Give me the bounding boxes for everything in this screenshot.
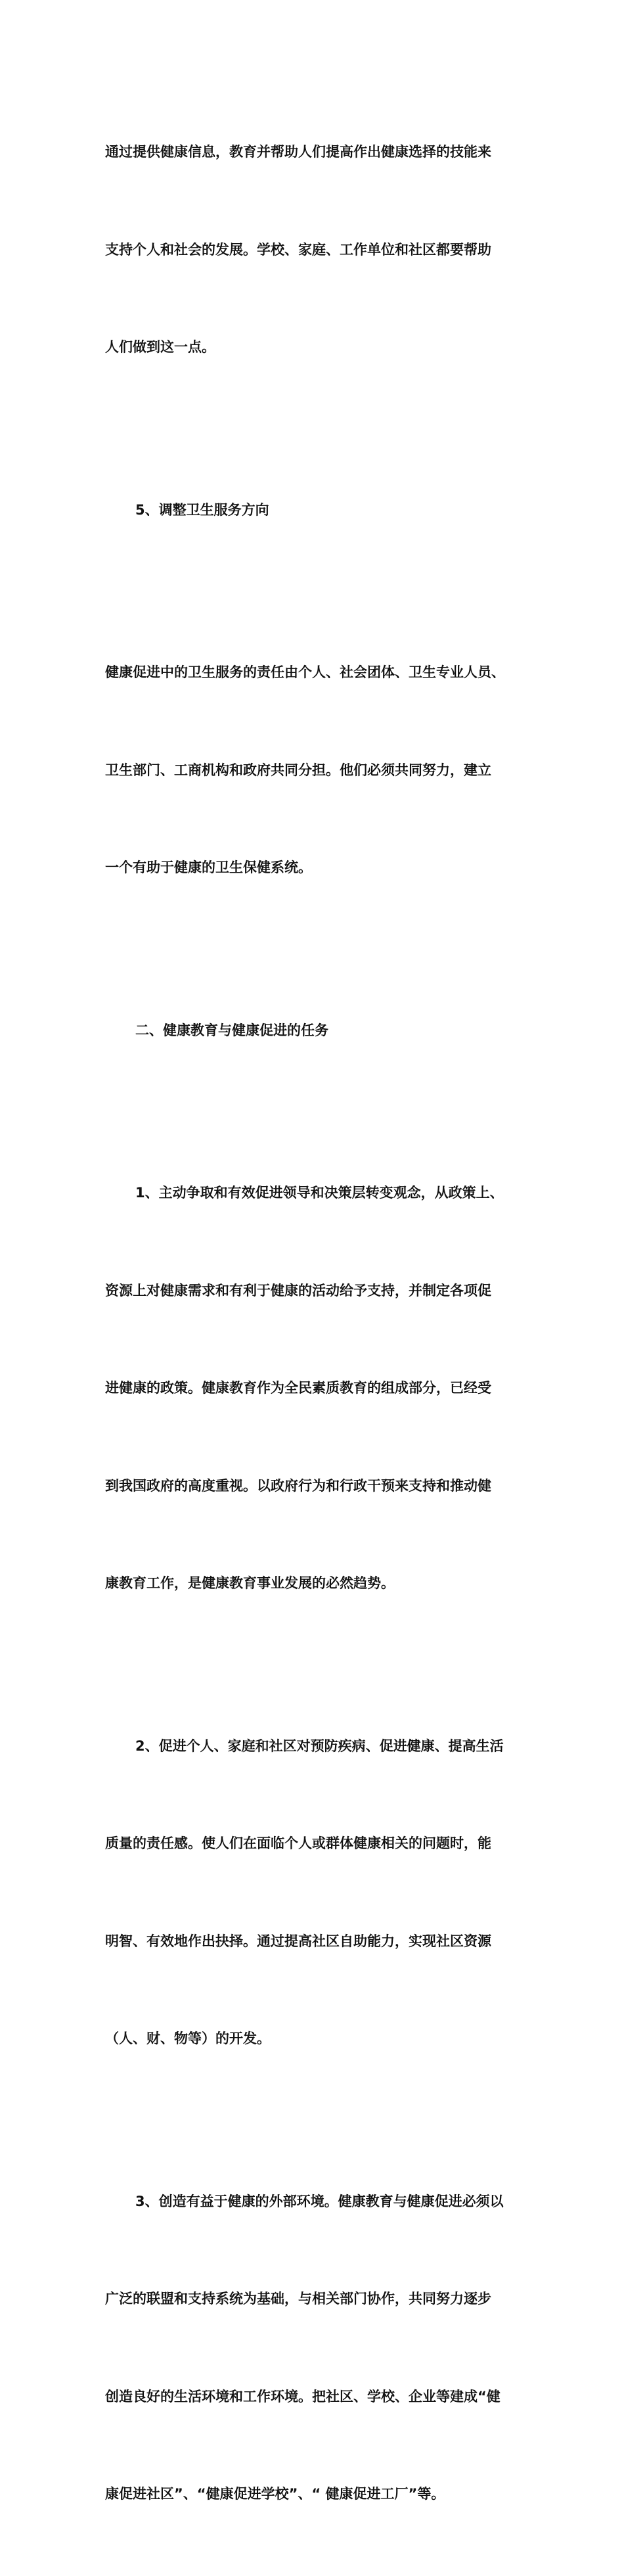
heading-section-two <box>105 950 520 1113</box>
text-line: 一个有助于健康的卫生保健系统。 <box>105 860 312 875</box>
text-line: 健康促进中的卫生服务的责任由个人、社会团体、卫生专业人员、 <box>105 664 505 680</box>
text-line: 广泛的联盟和支持系统为基础，与相关部门协作，共同努力逐步 <box>105 2291 491 2307</box>
text-line: 质量的责任感。使人们在面临个人或群体健康相关的问题时，能 <box>105 1835 491 1851</box>
text-line: 2、促进个人、家庭和社区对预防疾病、促进健康、提高生活 <box>135 1737 504 1754</box>
text-line: 1、主动争取和有效促进领导和决策层转变观念，从政策上、 <box>135 1185 504 1201</box>
text-line: 进健康的政策。健康教育作为全民素质教育的组成部分，已经受 <box>105 1380 491 1396</box>
text-line: 支持个人和社会的发展。学校、家庭、工作单位和社区都要帮助 <box>105 241 491 258</box>
paragraph-task-one <box>105 1112 520 1665</box>
text-line: 康促进社区”、“健康促进学校”、“ 健康促进工厂”等。 <box>105 2486 445 2502</box>
text-line: 3、创造有益于健康的外部环境。健康教育与健康促进必须以 <box>135 2193 504 2209</box>
text-line: 人们做到这一点。 <box>105 339 215 355</box>
paragraph-health-information <box>105 71 520 429</box>
heading-reorient-health-services <box>105 429 520 592</box>
text-line: 资源上对健康需求和有利于健康的活动给予支持，并制定各项促 <box>105 1282 491 1299</box>
text-line: 二、健康教育与健康促进的任务 <box>135 1022 328 1038</box>
text-line: （人、财、物等）的开发。 <box>105 2031 271 2046</box>
text-line: 明智、有效地作出抉择。通过提高社区自助能力，实现社区资源 <box>105 1933 491 1949</box>
text-line: 到我国政府的高度重视。以政府行为和行政干预来支持和推动健 <box>105 1477 491 1494</box>
paragraph-task-three <box>105 2121 520 2576</box>
paragraph-task-two <box>105 1665 520 2121</box>
text-line: 5、调整卫生服务方向 <box>135 501 269 518</box>
text-line: 创造良好的生活环境和工作环境。把社区、学校、企业等建成“健 <box>105 2388 501 2404</box>
text-line: 康教育工作，是健康教育事业发展的必然趋势。 <box>105 1575 395 1591</box>
document-body <box>105 71 520 2576</box>
paragraph-health-services <box>105 591 520 950</box>
text-line: 通过提供健康信息，教育并帮助人们提高作出健康选择的技能来 <box>105 144 491 160</box>
text-line: 卫生部门、工商机构和政府共同分担。他们必须共同努力，建立 <box>105 762 491 778</box>
